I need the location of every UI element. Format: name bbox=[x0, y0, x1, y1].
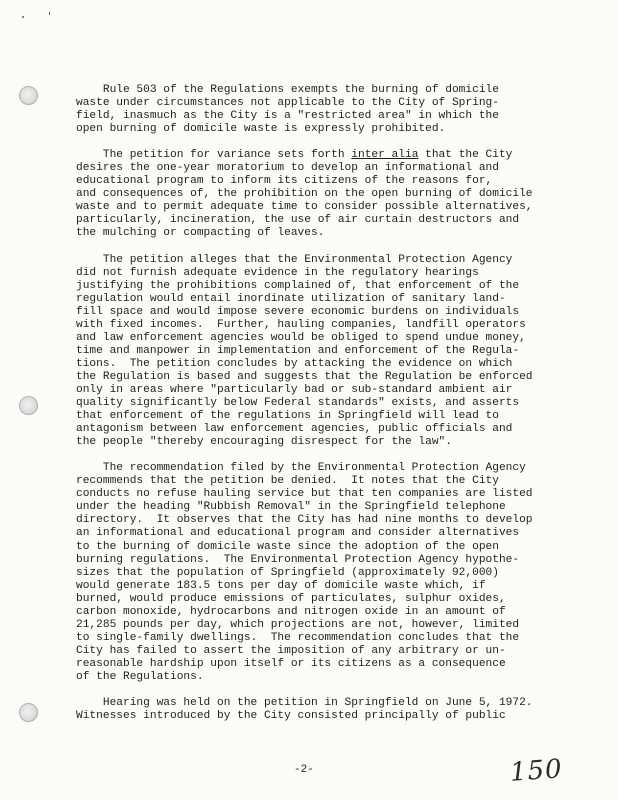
text-line: waste under circumstances not applicable to the City of Spring- bbox=[76, 97, 499, 110]
text-line: tions. The petition concludes by attacking the evidence on which bbox=[76, 357, 513, 370]
text-line: reasonable hardship upon itself or its citizens as a consequence bbox=[76, 657, 506, 670]
text-line: the mulching or compacting of leaves. bbox=[76, 227, 325, 240]
scan-speck bbox=[22, 16, 24, 18]
text-line: sizes that the population of Springfield (approximately 92,000) bbox=[76, 566, 499, 579]
text-line: regulation would entail inordinate utilization of sanitary land- bbox=[76, 292, 506, 305]
text-line: Hearing was held on the petition in Springfield on June 5, 1972. bbox=[76, 697, 533, 710]
punch-hole-top bbox=[19, 86, 38, 105]
text-line: the Regulation is based and suggests that the Regulation be enforced bbox=[76, 370, 533, 383]
text-line: justifying the prohibitions complained of, that enforcement of the bbox=[76, 279, 520, 292]
text-line: fill space and would impose severe economic burdens on individuals bbox=[76, 305, 520, 318]
text-line: burning regulations. The Environmental Protection Agency hypothe- bbox=[76, 553, 520, 566]
paragraph-hearing bbox=[76, 697, 556, 723]
text-line: Witnesses introduced by the City consisted principally of public bbox=[76, 710, 506, 723]
text-line: antagonism between law enforcement agencies, public officials and bbox=[76, 423, 513, 436]
paragraph-petition-variance bbox=[76, 149, 556, 240]
text-line: desires the one-year moratorium to develop an informational and bbox=[76, 162, 499, 175]
text-segment: The petition for variance sets forth bbox=[76, 149, 352, 162]
text-line: Rule 503 of the Regulations exempts the burning of domicile bbox=[76, 84, 499, 96]
text-line: burned, would produce emissions of particulates, sulphur oxides, bbox=[76, 592, 506, 605]
text-line: The petition alleges that the Environmental Protection Agency bbox=[76, 253, 513, 266]
text-line: conducts no refuse hauling service but that ten companies are listed bbox=[76, 488, 533, 501]
paragraph-petition-allegations bbox=[76, 254, 556, 450]
paragraph-epa-recommendation bbox=[76, 462, 556, 684]
text-line: time and manpower in implementation and enforcement of the Regula- bbox=[76, 344, 520, 357]
text-line: and law enforcement agencies would be obliged to spend undue money, bbox=[76, 331, 526, 344]
text-line: that enforcement of the regulations in Springfield will lead to bbox=[76, 410, 499, 423]
text-line bbox=[76, 149, 556, 162]
text-line: particularly, incineration, the use of air curtain destructors and bbox=[76, 214, 520, 227]
text-line: and consequences of, the prohibition on the open burning of domicile bbox=[76, 188, 533, 201]
text-line: carbon monoxide, hydrocarbons and nitrogen oxide in an amount of bbox=[76, 605, 506, 618]
text-line: recommends that the petition be denied. It notes that the City bbox=[76, 475, 499, 488]
text-line: only in areas where "particularly bad or sub-standard ambient air bbox=[76, 383, 513, 396]
text-line: to the burning of domicile waste since the adoption of the open bbox=[76, 540, 499, 553]
text-line: waste and to permit adequate time to consider possible alternatives, bbox=[76, 201, 533, 214]
document-body bbox=[76, 84, 556, 736]
text-line: of the Regulations. bbox=[76, 670, 204, 683]
text-line: 21,285 pounds per day, which projections are not, however, limited bbox=[76, 618, 520, 631]
text-line: field, inasmuch as the City is a "restricted area" in which the bbox=[76, 110, 499, 123]
text-line: did not furnish adequate evidence in the regulatory hearings bbox=[76, 266, 479, 279]
text-line: an informational and educational program and consider alternatives bbox=[76, 527, 520, 540]
text-line: open burning of domicile waste is expressly prohibited. bbox=[76, 123, 446, 136]
page-number: -2- bbox=[294, 764, 314, 776]
text-line: the people "thereby encouraging disrespect for the law". bbox=[76, 436, 452, 449]
handwritten-page-number: 150 bbox=[509, 754, 564, 788]
text-line: City has failed to assert the imposition of any arbitrary or un- bbox=[76, 644, 506, 657]
punch-hole-bottom bbox=[19, 703, 38, 722]
text-segment: that the City bbox=[418, 149, 513, 162]
text-line: quality significantly below Federal standards" exists, and asserts bbox=[76, 397, 520, 410]
text-line: under the heading "Rubbish Removal" in the Springfield telephone bbox=[76, 501, 506, 514]
scan-speck bbox=[49, 12, 50, 15]
text-line: to single-family dwellings. The recommendation concludes that the bbox=[76, 631, 520, 644]
text-line: directory. It observes that the City has had nine months to develop bbox=[76, 514, 533, 527]
text-line: with fixed incomes. Further, hauling companies, landfill operators bbox=[76, 318, 526, 331]
text-line: would generate 183.5 tons per day of domicile waste which, if bbox=[76, 579, 486, 592]
paragraph-rule-503 bbox=[76, 84, 556, 136]
text-line: educational program to inform its citizens of the reasons for, bbox=[76, 175, 493, 188]
punch-hole-middle bbox=[19, 396, 38, 415]
text-line: The recommendation filed by the Environmental Protection Agency bbox=[76, 462, 526, 475]
underlined-term: inter alia bbox=[351, 149, 419, 162]
